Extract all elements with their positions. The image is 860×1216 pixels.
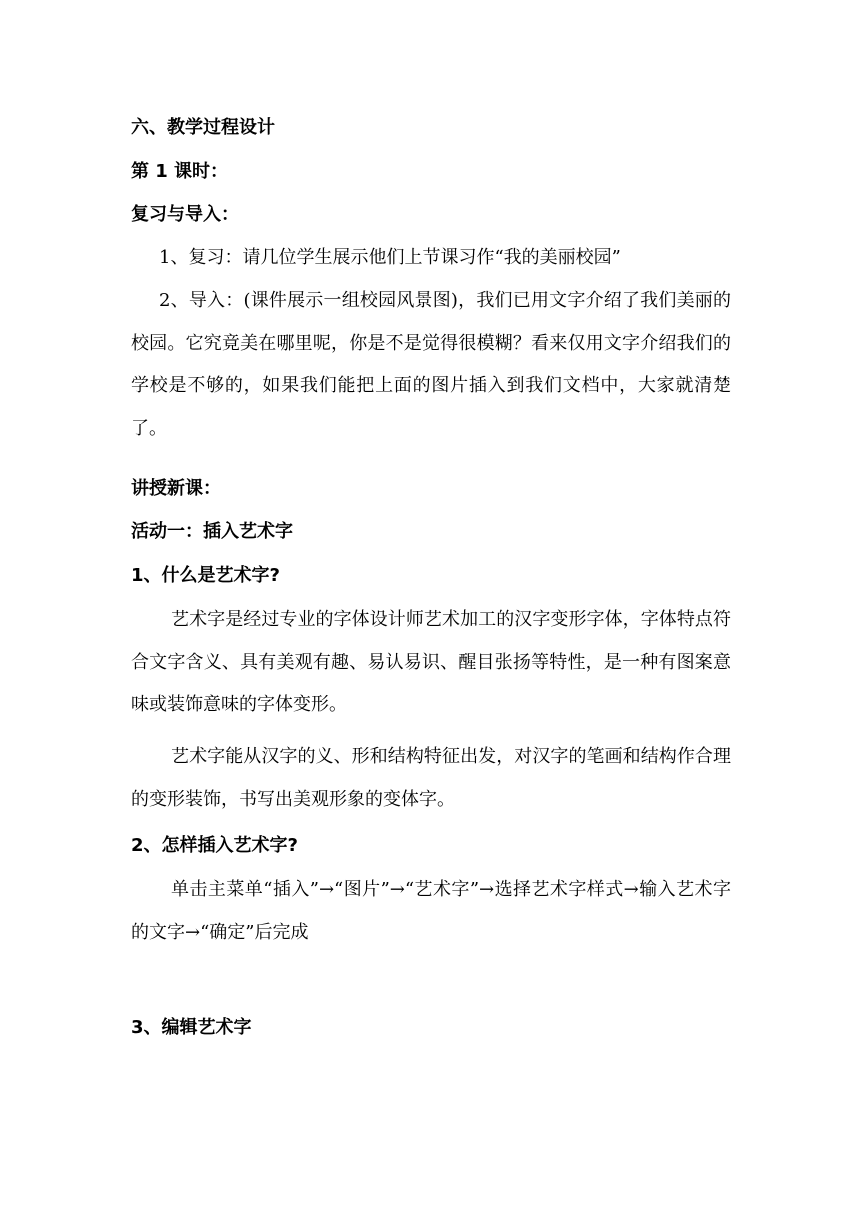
intro-paragraph: 2、导入：(课件展示一组校园风景图)，我们已用文字介绍了我们美丽的校园。它究竟美在哪里呢，你是不是觉得很模糊？看来仅用文字介绍我们的学校是不够的，如果我们能把上面的图片插入到我们文档中，大家就清楚了。 — [131, 290, 731, 439]
section-heading-design: 六、教学过程设计 — [131, 117, 275, 138]
review-intro-heading: 复习与导入： — [131, 204, 239, 225]
new-lesson-heading: 讲授新课： — [131, 478, 221, 499]
q2-paragraph-1: 单击主菜单“插入”→“图片”→“艺术字”→选择艺术字样式→输入艺术字的文字→“确定”后完成 — [131, 879, 731, 943]
lesson-heading: 第 1 课时： — [131, 161, 229, 182]
q3-heading: 3、编辑艺术字 — [131, 1017, 252, 1038]
review-item: 1、复习：请几位学生展示他们上节课习作“我的美丽校园” — [159, 247, 621, 268]
q2-heading: 2、怎样插入艺术字? — [131, 835, 298, 856]
q1-paragraph-2: 艺术字能从汉字的义、形和结构特征出发，对汉字的笔画和结构作合理的变形装饰，书写出美观形象的变体字。 — [131, 746, 731, 810]
q1-heading: 1、什么是艺术字? — [131, 565, 280, 586]
activity1-heading: 活动一：插入艺术字 — [131, 521, 293, 542]
q1-paragraph-1: 艺术字是经过专业的字体设计师艺术加工的汉字变形字体，字体特点符合文字含义、具有美观有趣、易认易识、醒目张扬等特性，是一种有图案意味或装饰意味的字体变形。 — [131, 609, 731, 715]
